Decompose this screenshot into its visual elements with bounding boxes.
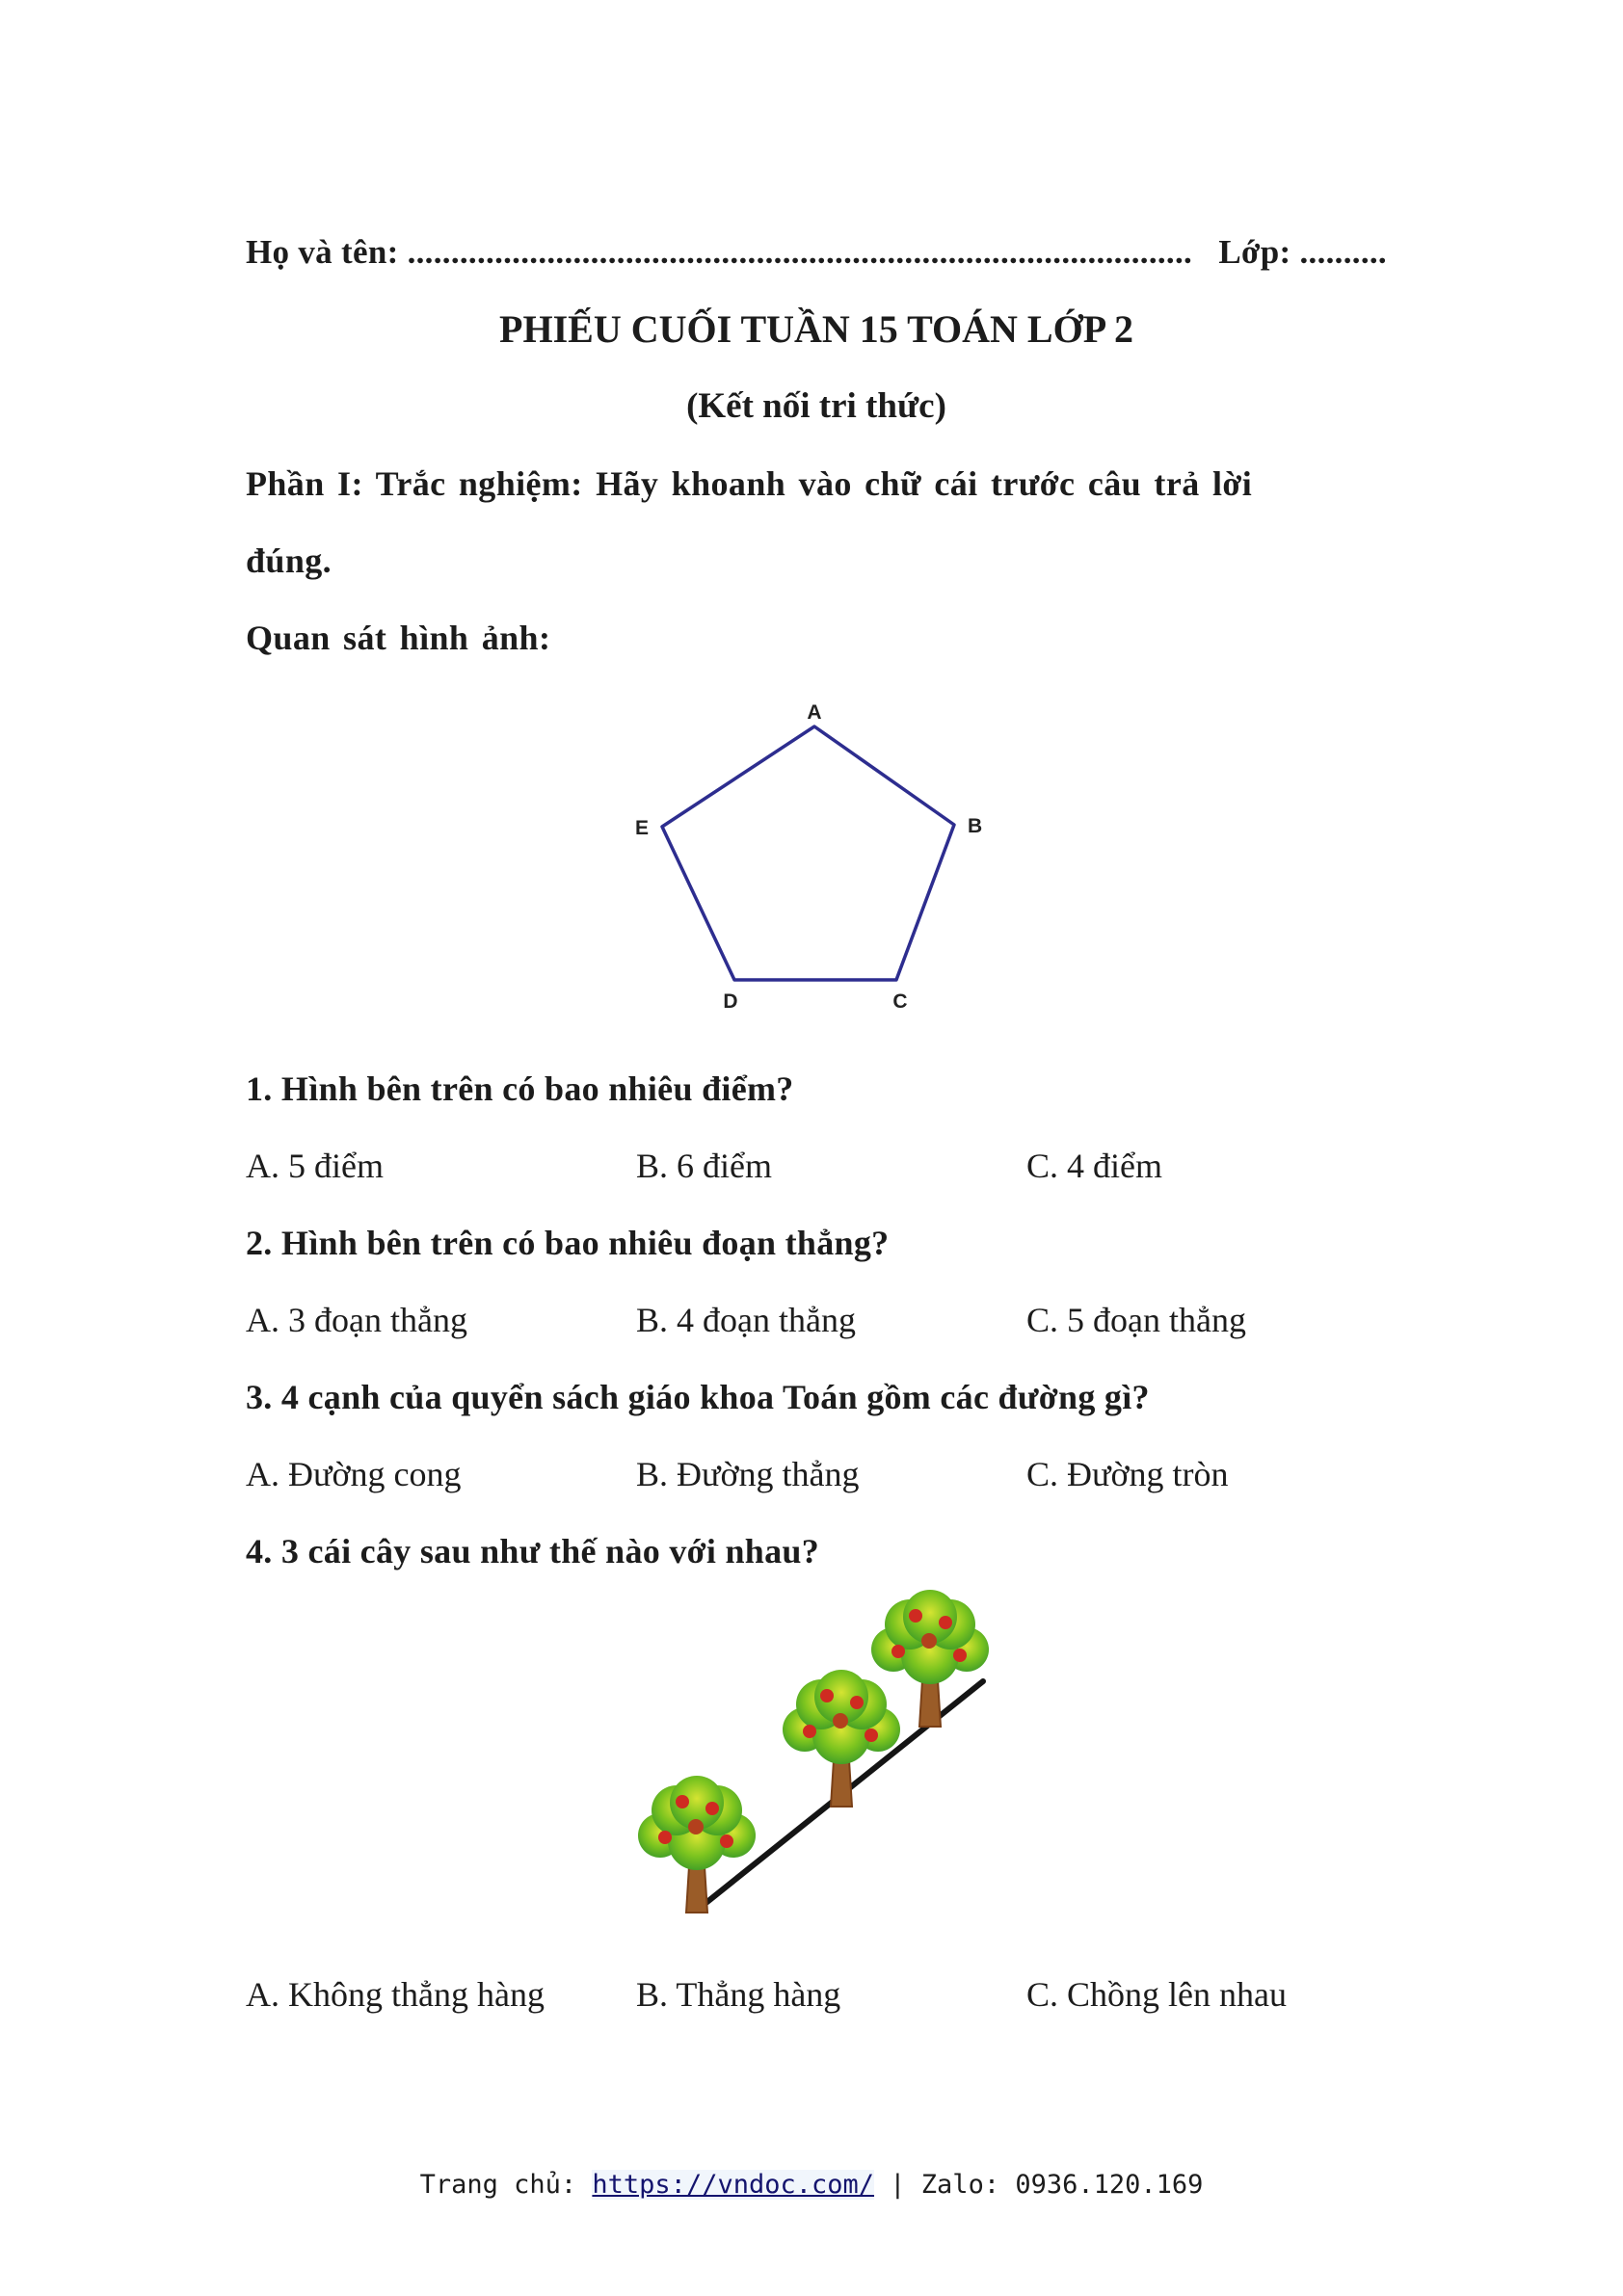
question-2-option-a: A. 3 đoạn thẳng <box>246 1301 467 1339</box>
footer-zalo: Zalo: 0936.120.169 <box>920 2170 1204 2200</box>
worksheet-title: PHIẾU CUỐI TUẦN 15 TOÁN LỚP 2 <box>499 307 1133 351</box>
pentagon-vertex-label-b: B <box>968 815 983 837</box>
footer-homepage-label: Trang chủ: <box>419 2170 593 2200</box>
apple-tree-icon <box>783 1670 900 1807</box>
three-trees-figure <box>578 1590 1060 1956</box>
question-3-option-b: B. Đường thẳng <box>636 1455 860 1493</box>
question-4-option-c: C. Chồng lên nhau <box>1026 1975 1287 2014</box>
question-3-options <box>246 1436 1387 1513</box>
question-1-option-a: A. 5 điểm <box>246 1147 384 1185</box>
question-4-option-a: A. Không thẳng hàng <box>246 1975 545 2014</box>
pentagon-shape <box>662 726 954 980</box>
name-field: Họ và tên: .......................................................................................... <box>246 233 1193 271</box>
question-3-text: 3. 4 cạnh của quyển sách giáo khoa Toán gồm các đường gì? <box>246 1378 1150 1416</box>
question-3-option-a: A. Đường cong <box>246 1455 462 1493</box>
header-row <box>246 214 1387 291</box>
section-heading-line1: Phần I: Trắc nghiệm: Hãy khoanh vào chữ cái trước câu trả lời <box>246 464 1253 503</box>
question-2-option-b: B. 4 đoạn thẳng <box>636 1301 856 1339</box>
question-1-option-b: B. 6 điểm <box>636 1147 772 1185</box>
question-2-option-c: C. 5 đoạn thẳng <box>1026 1301 1246 1339</box>
question-4-options <box>246 1956 1387 2033</box>
trees-svg <box>578 1590 1060 1956</box>
question-4-text: 4. 3 cái cây sau như thế nào với nhau? <box>246 1532 820 1570</box>
homepage-link[interactable]: https://vndoc.com/ <box>592 2170 875 2200</box>
question-1-options <box>246 1127 1387 1204</box>
question-1-text: 1. Hình bên trên có bao nhiêu điểm? <box>246 1069 794 1108</box>
question-2-options <box>246 1281 1387 1359</box>
pentagon-vertex-label-e: E <box>634 817 649 839</box>
footer-separator: | <box>874 2170 921 2200</box>
pentagon-vertex-label-d: D <box>723 990 738 1013</box>
section-heading-line2: đúng. <box>246 541 333 580</box>
apple-tree-icon <box>871 1590 989 1727</box>
pentagon-figure <box>633 699 999 1021</box>
observe-instruction: Quan sát hình ảnh: <box>246 619 551 657</box>
pentagon-vertex-label-a: A <box>807 701 822 724</box>
question-4-option-b: B. Thẳng hàng <box>636 1975 841 2014</box>
pentagon-svg <box>633 699 999 1021</box>
page-footer <box>0 2170 1623 2200</box>
question-2-text: 2. Hình bên trên có bao nhiêu đoạn thẳng? <box>246 1224 890 1262</box>
question-1-option-c: C. 4 điểm <box>1026 1147 1162 1185</box>
apple-tree-icon <box>638 1776 756 1913</box>
pentagon-vertex-label-c: C <box>892 990 908 1013</box>
question-3-option-c: C. Đường tròn <box>1026 1455 1229 1493</box>
worksheet-subtitle: (Kết nối tri thức) <box>686 386 946 426</box>
class-field: Lớp: .......... <box>1218 233 1387 271</box>
